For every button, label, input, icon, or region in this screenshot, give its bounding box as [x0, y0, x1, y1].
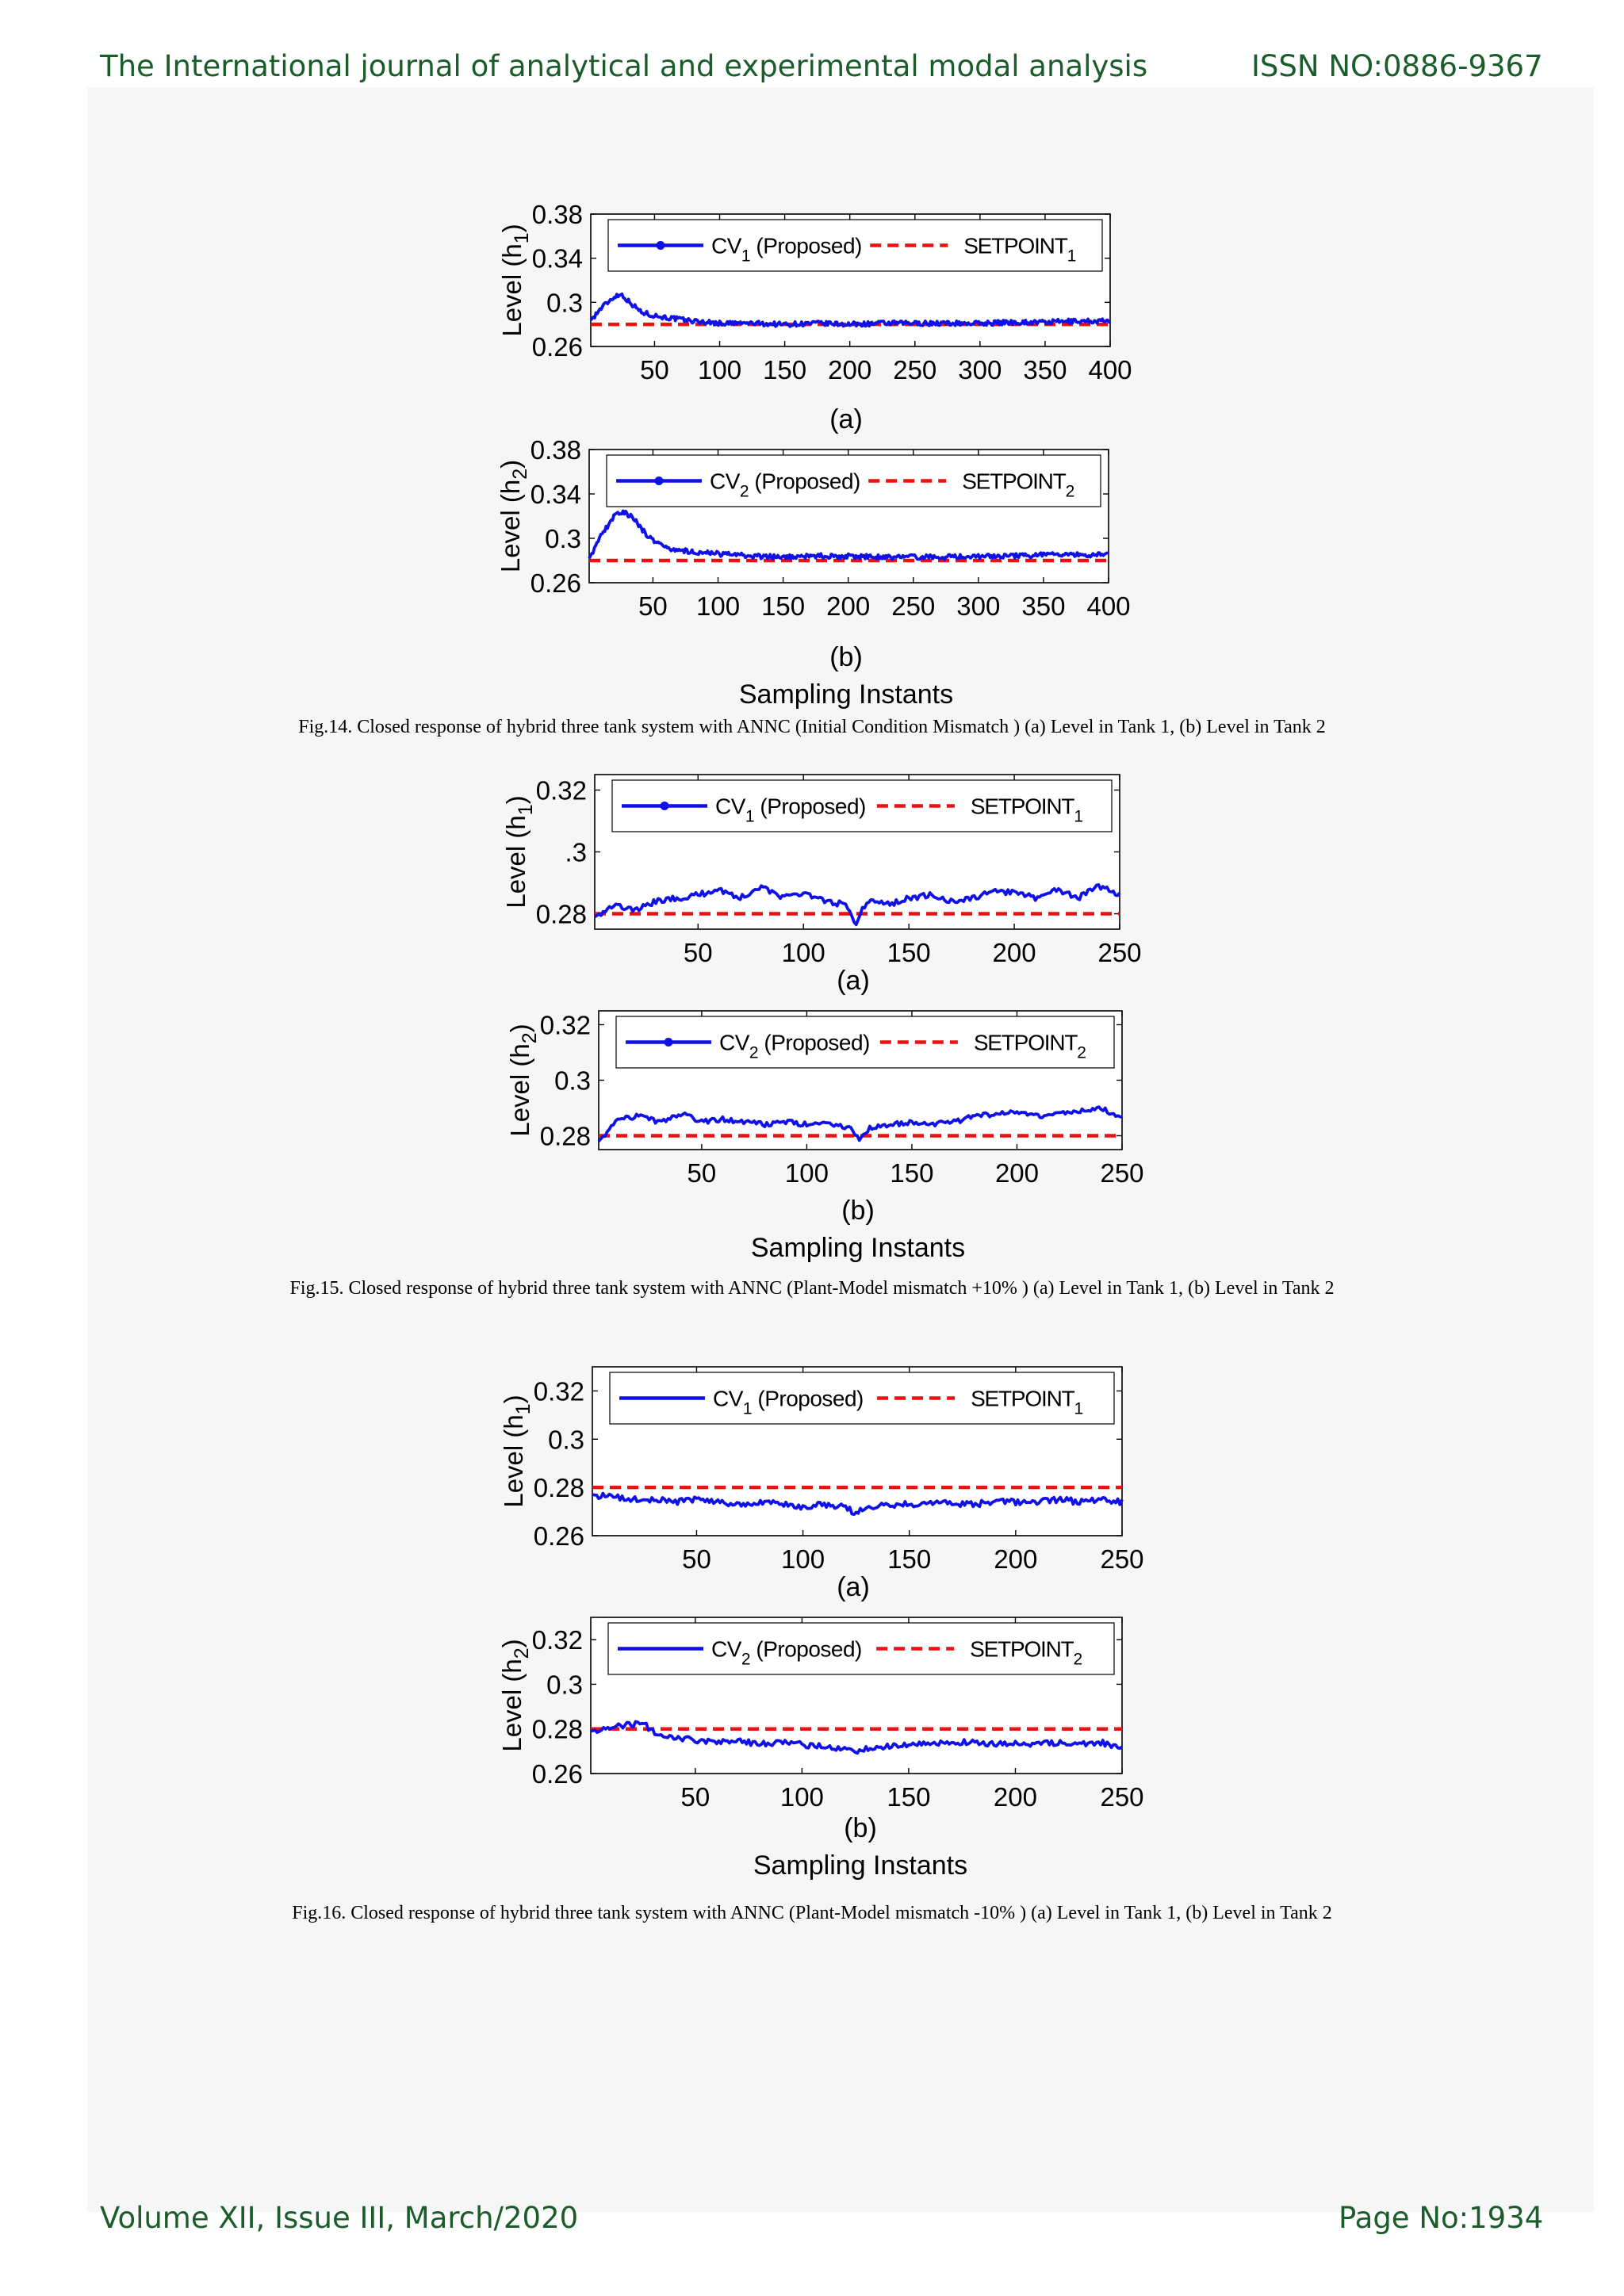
y-tick-label: .3: [565, 837, 587, 867]
y-axis-label: Level $(h_1)$: [499, 1395, 534, 1508]
panel-label-b: (b): [841, 1196, 875, 1226]
x-tick-label: 100: [781, 938, 825, 967]
x-tick-label: 50: [682, 1544, 711, 1574]
x-axis-label: Sampling Instants: [750, 1233, 966, 1263]
x-tick-label: 50: [640, 355, 669, 385]
x-tick-label: 200: [826, 591, 871, 621]
y-tick-label: 0.28: [531, 1714, 583, 1744]
y-axis-label: Level $(h_2)$: [505, 1024, 541, 1137]
page-number: Page No:1934: [1339, 2201, 1544, 2235]
y-tick-label: 0.26: [530, 568, 581, 598]
panel-label-a: (a): [837, 966, 870, 996]
legend-cv-label: $CV_2$ (Proposed): [711, 1636, 862, 1669]
x-tick-label: 250: [1097, 938, 1142, 967]
x-tick-label: 300: [958, 355, 1002, 385]
y-tick-label: 0.32: [539, 1010, 591, 1040]
y-tick-label: 0.32: [531, 1625, 583, 1655]
panel-b: [497, 1617, 1144, 1812]
legend-cv-label: $CV_2$ (Proposed): [710, 469, 860, 501]
issn: ISSN NO:0886-9367: [1251, 49, 1543, 83]
x-tick-label: 250: [893, 355, 937, 385]
x-axis-label: Sampling Instants: [753, 1850, 968, 1881]
x-tick-label: 200: [994, 1158, 1040, 1188]
legend-cv-marker: [657, 241, 665, 250]
legend-cv-label: $CV_1$ (Proposed): [715, 794, 866, 826]
figure-14: [0, 200, 1624, 710]
legend-setpoint-label: $SETPOINT_2$: [973, 1030, 1086, 1062]
y-tick-label: 0.26: [531, 332, 583, 362]
x-tick-label: 300: [956, 591, 1001, 621]
y-tick-label: 0.3: [545, 524, 581, 553]
legend-cv-marker: [655, 476, 664, 485]
x-tick-label: 100: [784, 1158, 829, 1188]
legend-cv-label: $CV_2$ (Proposed): [719, 1030, 870, 1062]
x-tick-label: 200: [993, 1782, 1037, 1812]
figure-14-caption: Fig.14. Closed response of hybrid three tank system with ANNC (Initial Condition Mismatch ) (a) Level in Tank 1, (b) Level in Tank 2: [298, 717, 1326, 737]
y-tick-label: 0.34: [531, 243, 583, 274]
x-tick-label: 200: [994, 1544, 1038, 1574]
y-tick-label: 0.32: [533, 1376, 584, 1406]
y-tick-label: 0.32: [535, 775, 587, 806]
x-tick-label: 250: [1100, 1544, 1144, 1574]
volume-info: Volume XII, Issue III, March/2020: [100, 2201, 579, 2235]
panel-label-a: (a): [829, 404, 863, 434]
legend-cv-label: $CV_1$ (Proposed): [711, 233, 862, 266]
x-tick-label: 50: [687, 1158, 717, 1188]
figure-15: [0, 757, 1624, 1272]
x-tick-label: 400: [1088, 355, 1132, 385]
y-tick-label: 0.34: [530, 480, 581, 509]
panel-b: [496, 435, 1131, 621]
x-tick-label: 50: [683, 938, 713, 967]
x-tick-label: 100: [781, 1544, 825, 1574]
y-tick-label: 0.3: [548, 1425, 584, 1455]
legend-cv-marker: [665, 1038, 673, 1047]
y-tick-label: 0.3: [546, 288, 583, 318]
x-tick-label: 50: [680, 1782, 710, 1812]
y-tick-label: 0.38: [530, 435, 581, 465]
journal-title: The International journal of analytical and experimental modal analysis: [100, 49, 1148, 83]
x-tick-label: 250: [1100, 1158, 1144, 1188]
legend-cv-marker: [661, 802, 669, 810]
x-tick-label: 200: [828, 355, 872, 385]
x-tick-label: 350: [1021, 591, 1066, 621]
x-tick-label: 400: [1086, 591, 1131, 621]
x-axis-label: Sampling Instants: [738, 679, 954, 710]
y-tick-label: 0.28: [535, 899, 587, 929]
y-tick-label: 0.28: [539, 1121, 591, 1151]
legend-setpoint-label: $SETPOINT_2$: [962, 469, 1074, 501]
y-tick-label: 0.28: [533, 1473, 584, 1503]
y-tick-label: 0.3: [546, 1670, 583, 1700]
y-tick-label: 0.3: [554, 1066, 591, 1096]
figure-16: [0, 1356, 1624, 1895]
y-tick-label: 0.38: [531, 200, 583, 229]
y-tick-label: 0.26: [533, 1521, 584, 1551]
x-tick-label: 100: [697, 355, 742, 385]
panel-a: [499, 1367, 1144, 1574]
y-axis-label: Level $(h_2)$: [497, 1639, 533, 1752]
panel-a: [501, 775, 1142, 967]
legend-setpoint-label: $SETPOINT_2$: [970, 1636, 1082, 1669]
x-tick-label: 100: [695, 591, 741, 621]
figure-15-caption: Fig.15. Closed response of hybrid three tank system with ANNC (Plant-Model mismatch +10% ) (a) Level in Tank 1, (b) Level in Tank 2: [289, 1278, 1335, 1299]
x-tick-label: 150: [761, 591, 806, 621]
legend-cv-label: $CV_1$ (Proposed): [713, 1386, 864, 1418]
panel-a: [497, 200, 1132, 385]
x-tick-label: 50: [638, 591, 668, 621]
x-tick-label: 100: [779, 1782, 824, 1812]
panel-label-b: (b): [844, 1813, 877, 1843]
panel-label-a: (a): [837, 1572, 870, 1602]
x-tick-label: 250: [1100, 1782, 1144, 1812]
y-tick-label: 0.26: [531, 1759, 583, 1789]
x-tick-label: 150: [887, 938, 931, 967]
x-tick-label: 200: [992, 938, 1036, 967]
legend-setpoint-label: $SETPOINT_1$: [963, 233, 1076, 266]
x-tick-label: 150: [763, 355, 807, 385]
x-tick-label: 250: [891, 591, 936, 621]
y-axis-label: Level $(h_2)$: [496, 459, 531, 573]
figure-16-caption: Fig.16. Closed response of hybrid three tank system with ANNC (Plant-Model mismatch -10% ) (a) Level in Tank 1, (b) Level in Tank 2: [292, 1903, 1332, 1923]
panel-b: [505, 1011, 1144, 1188]
y-axis-label: Level $(h_1)$: [501, 795, 537, 909]
x-tick-label: 150: [887, 1544, 932, 1574]
x-tick-label: 150: [890, 1158, 934, 1188]
legend-setpoint-label: $SETPOINT_1$: [971, 1386, 1082, 1418]
y-axis-label: Level $(h_1)$: [497, 224, 533, 337]
panel-label-b: (b): [829, 642, 863, 672]
x-tick-label: 350: [1023, 355, 1067, 385]
legend-setpoint-label: $SETPOINT_1$: [970, 794, 1082, 826]
x-tick-label: 150: [887, 1782, 931, 1812]
